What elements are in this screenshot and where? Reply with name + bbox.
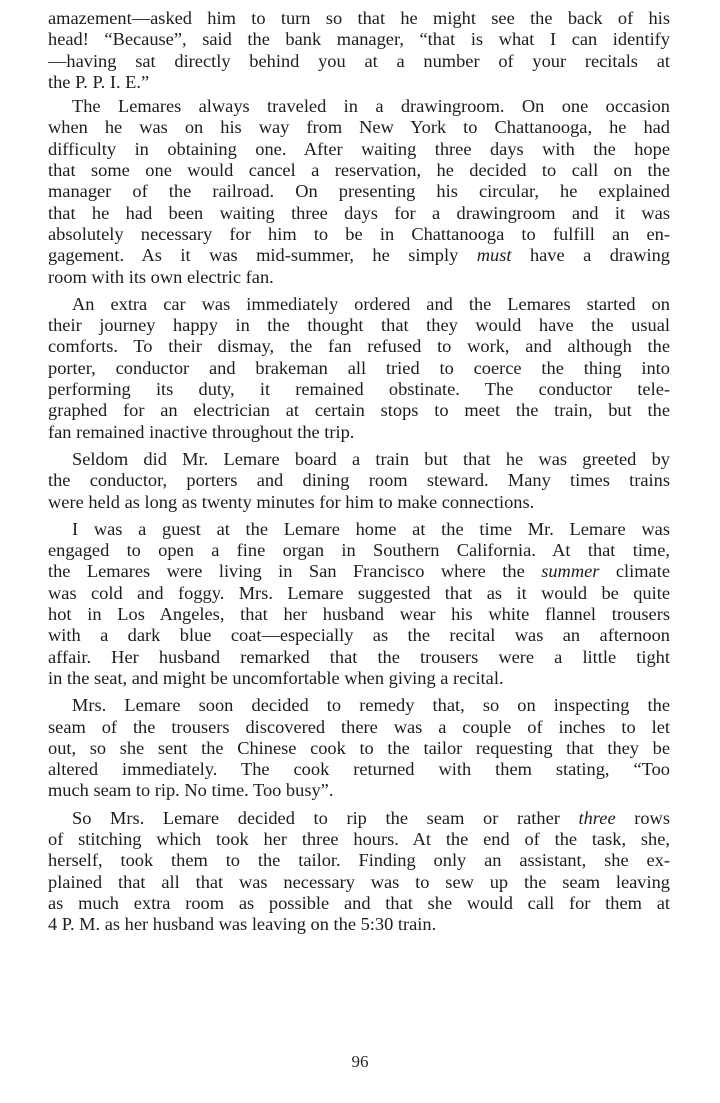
text-line: room with its own electric fan. [48, 266, 274, 287]
text-line: absolutely necessary for him to be in Chattanooga to fulfill an en- [48, 223, 670, 244]
text-line: amazement—asked him to turn so that he might see the back of his [48, 8, 670, 28]
text-line: the Lemares were living in San Francisco where the summer climate [48, 561, 670, 582]
text-line: hot in Los Angeles, that her husband wear his white flannel trousers [48, 604, 670, 625]
text-line: was cold and foggy. Mrs. Lemare suggested that as it would be quite [48, 582, 670, 603]
text-line: the conductor, porters and dining room steward. Many times trains [48, 470, 670, 491]
text-line: An extra car was immediately ordered and the Lemares started on [72, 293, 670, 314]
paragraph [48, 8, 670, 93]
page-body [48, 8, 670, 941]
text-line: head! “Because”, said the bank manager, “that is what I can identify [48, 29, 670, 50]
text-line: in the seat, and might be uncomfortable when giving a recital. [48, 667, 504, 688]
paragraph [48, 96, 670, 288]
text-line: fan remained inactive throughout the trip. [48, 421, 355, 442]
paragraph [48, 695, 670, 801]
text-line: with a dark blue coat—especially as the recital was an afternoon [48, 625, 670, 646]
text-line: herself, took them to the tailor. Finding only an assistant, she ex- [48, 850, 670, 871]
text-line: were held as long as twenty minutes for him to make connections. [48, 491, 535, 512]
text-line: Seldom did Mr. Lemare board a train but that he was greeted by [72, 448, 670, 469]
text-line: graphed for an electrician at certain stops to meet the train, but the [48, 400, 670, 421]
text-line: seam of the trousers discovered there was a couple of inches to let [48, 716, 670, 737]
text-line: So Mrs. Lemare decided to rip the seam or rather three rows [72, 807, 670, 828]
emphasized-word: summer [541, 561, 600, 582]
text-line: that some one would cancel a reservation, he decided to call on the [48, 160, 670, 181]
text-line: difficulty in obtaining one. After waiting three days with the hope [48, 138, 670, 159]
paragraph [48, 294, 670, 443]
text-line: affair. Her husband remarked that the trousers were a little tight [48, 646, 670, 667]
text-line: comforts. To their dismay, the fan refused to work, and although the [48, 336, 670, 357]
text-line: out, so she sent the Chinese cook to the tailor requesting that they be [48, 737, 670, 758]
text-line: performing its duty, it remained obstinate. The conductor tele- [48, 379, 670, 400]
text-line: —having sat directly behind you at a number of your recitals at [48, 50, 670, 71]
text-line: when he was on his way from New York to Chattanooga, he had [48, 117, 670, 138]
text-line: of stitching which took her three hours. At the end of the task, she, [48, 828, 670, 849]
page-number: 96 [351, 1052, 369, 1071]
text-line: altered immediately. The cook returned with them stating, “Too [48, 759, 670, 780]
text-line: manager of the railroad. On presenting his circular, he explained [48, 181, 670, 202]
paragraph [48, 519, 670, 689]
text-line: much seam to rip. No time. Too busy”. [48, 780, 334, 801]
text-line: I was a guest at the Lemare home at the time Mr. Lemare was [72, 518, 670, 539]
text-line: Mrs. Lemare soon decided to remedy that, so on inspecting the [72, 695, 670, 716]
text-line: as much extra room as possible and that she would call for them at [48, 892, 670, 913]
text-line: plained that all that was necessary was to sew up the seam leaving [48, 871, 670, 892]
text-line: 4 P. M. as her husband was leaving on the 5:30 train. [48, 914, 437, 935]
text-line: engaged to open a fine organ in Southern California. At that time, [48, 540, 670, 561]
text-line: that he had been waiting three days for a drawingroom and it was [48, 202, 670, 223]
text-line: porter, conductor and brakeman all tried to coerce the thing into [48, 357, 670, 378]
text-line: The Lemares always traveled in a drawingroom. On one occasion [72, 96, 670, 117]
text-line: the P. P. I. E.” [48, 71, 150, 92]
text-line: their journey happy in the thought that they would have the usual [48, 315, 670, 336]
paragraph [48, 808, 670, 936]
text-line: gagement. As it was mid-summer, he simply must have a drawing [48, 245, 670, 266]
emphasized-word: three [578, 807, 616, 828]
paragraph [48, 449, 670, 513]
emphasized-word: must [476, 245, 512, 266]
